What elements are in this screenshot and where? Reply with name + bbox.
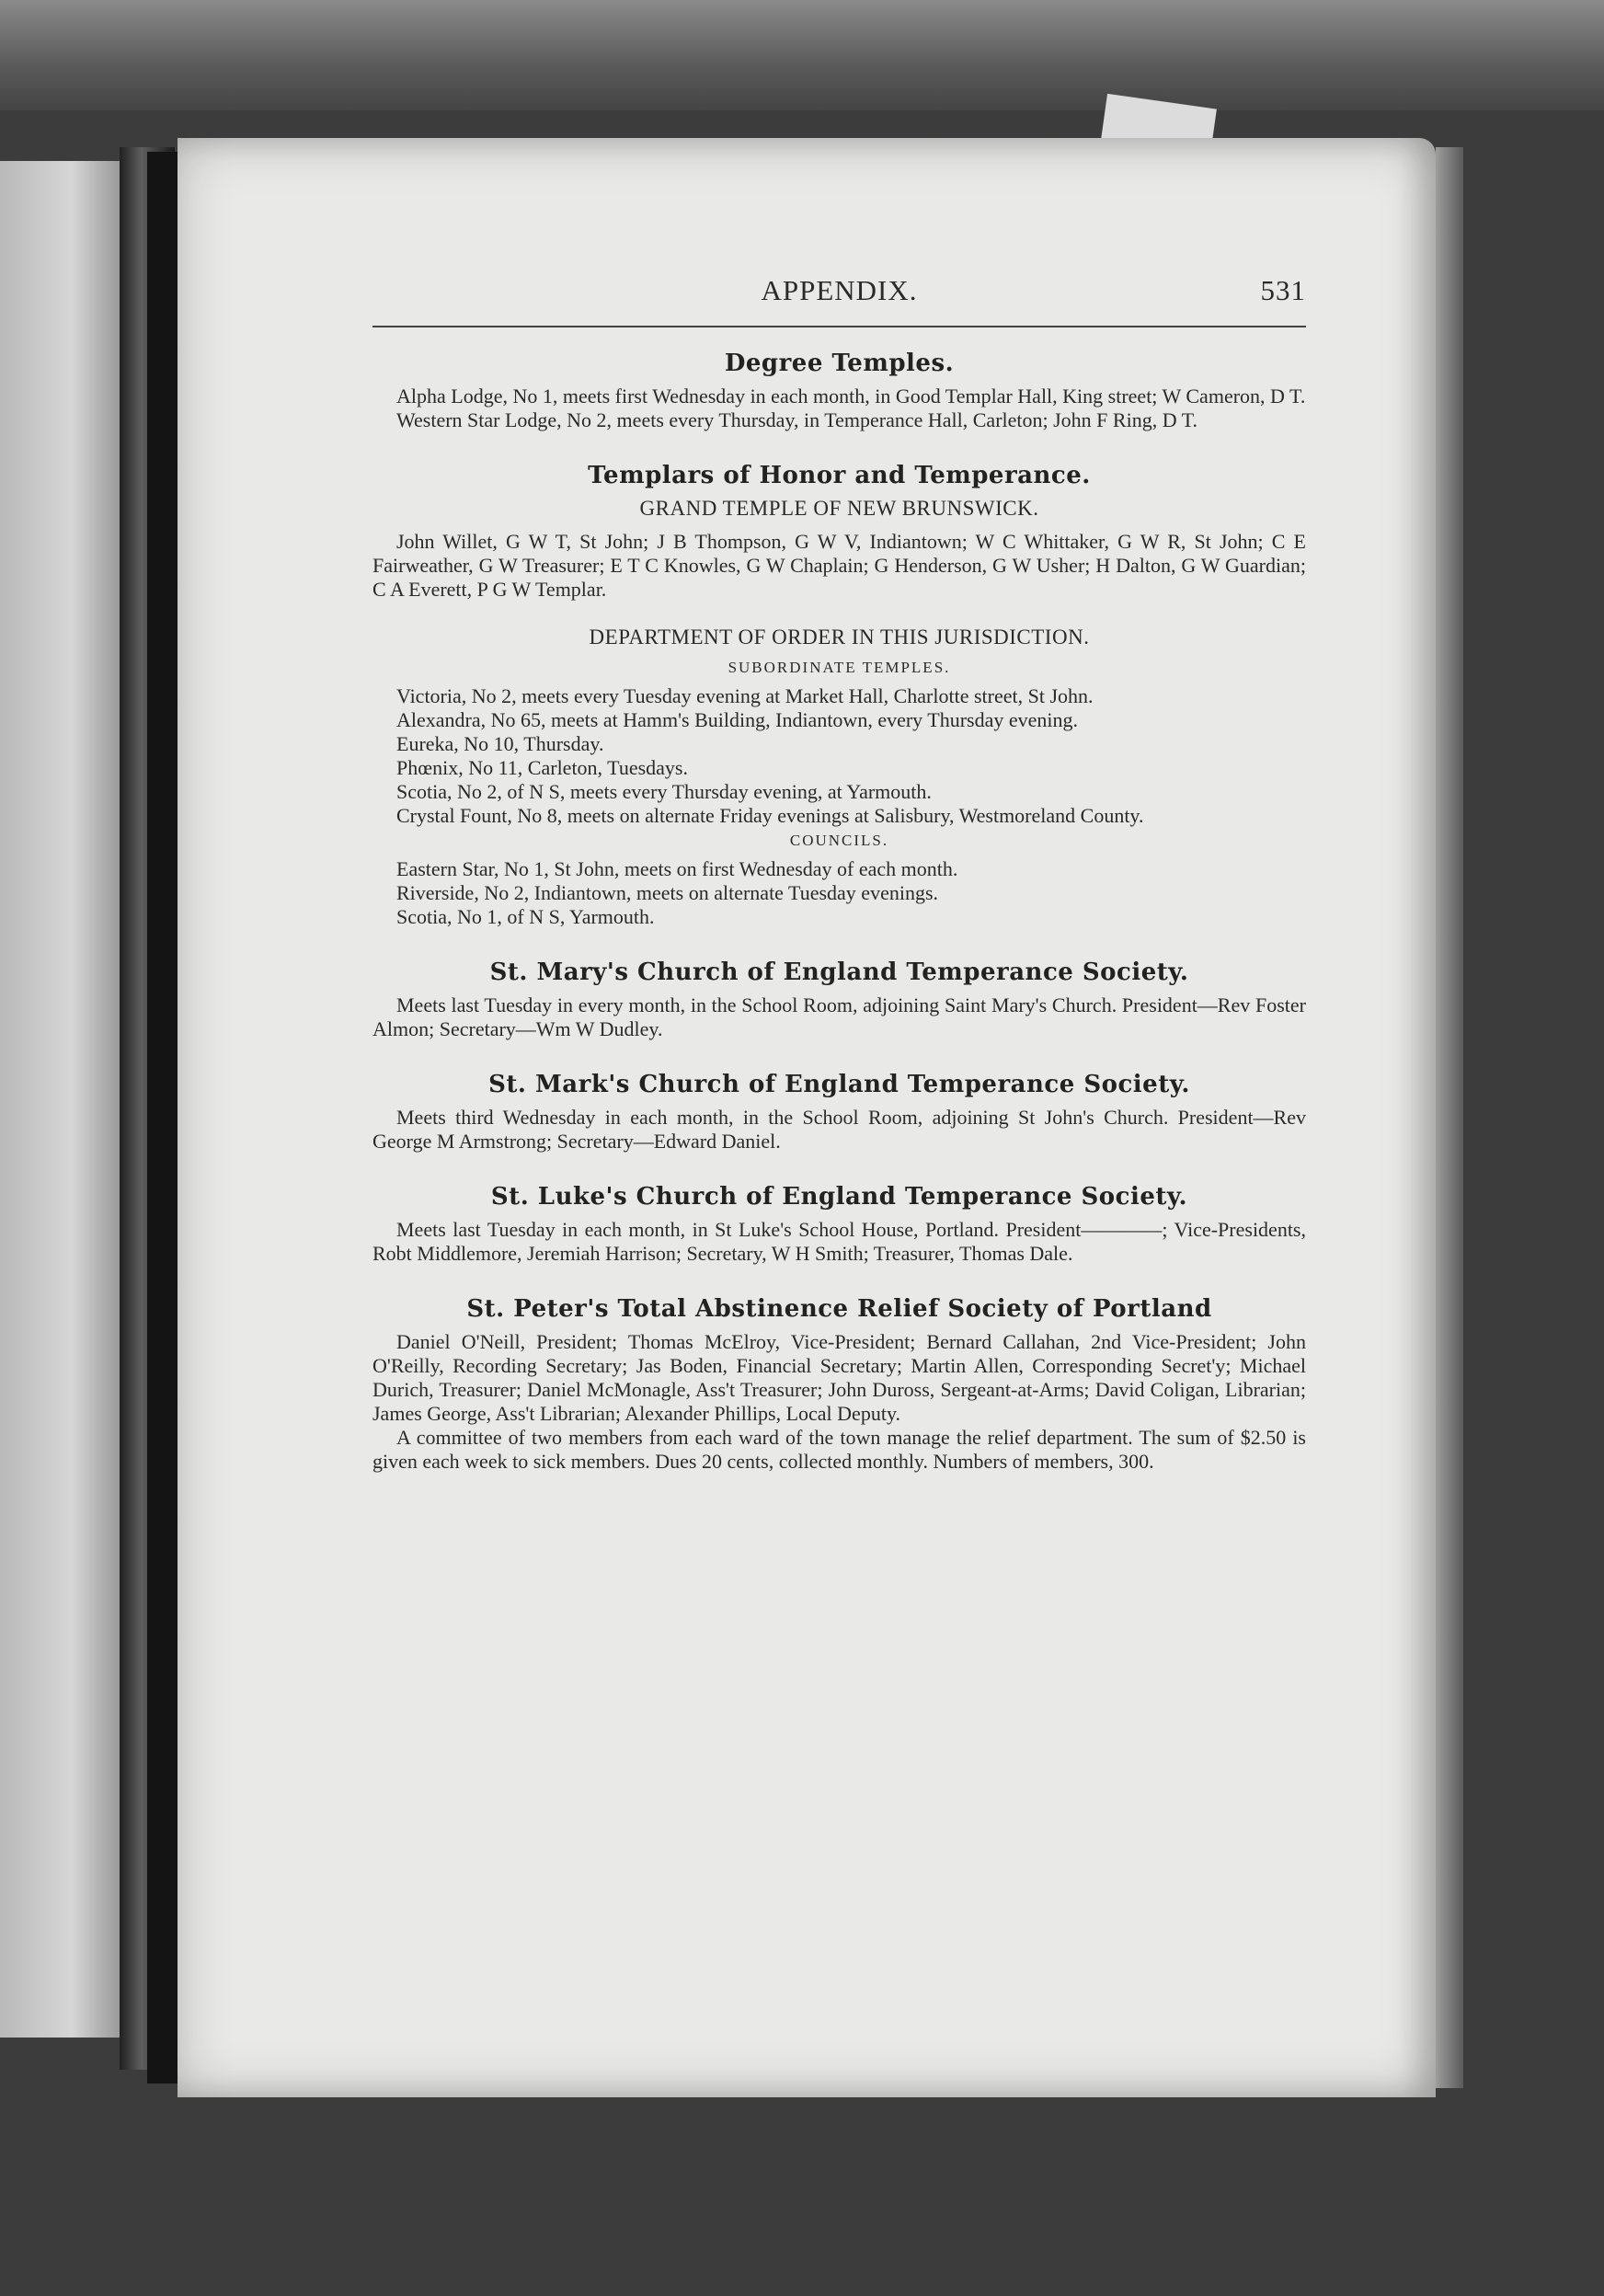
- paragraph: Alpha Lodge, No 1, meets first Wednesday in each month, in Good Templar Hall, King street; W Cameron, D T.: [396, 385, 1306, 408]
- list-item: Phœnix, No 11, Carleton, Tuesdays.: [396, 756, 688, 779]
- section-heading-st-marks: St. Mark's Church of England Temperance Society.: [488, 1071, 1190, 1098]
- page-number: 531: [1260, 274, 1306, 306]
- facing-page-edge: [0, 161, 120, 2038]
- paragraph: John Willet, G W T, St John; J B Thompson, G W V, Indiantown; W C Whittaker, G W R, St John; C E Fairweather, G W Treasurer; E T C Knowles, G W Chaplain; G Henderson, G W Usher; H Dalton, G W Guardian; C A Everett, P G W Templar.: [372, 530, 1306, 601]
- paragraph: Meets third Wednesday in each month, in the School Room, adjoining St John's Church. President—Rev George M Armstrong; Secretary—Edward Daniel.: [372, 1106, 1306, 1153]
- running-head: [372, 267, 1306, 318]
- list-item: Crystal Fount, No 8, meets on alternate Friday evenings at Salisbury, Westmoreland County.: [396, 804, 1144, 827]
- subheading-councils: COUNCILS.: [789, 832, 889, 849]
- section-heading-st-lukes: St. Luke's Church of England Temperance Society.: [490, 1183, 1188, 1211]
- paragraph: Daniel O'Neill, President; Thomas McElroy, Vice-President; Bernard Callahan, 2nd Vice-President; John O'Reilly, Recording Secretary; Jas Boden, Financial Secretary; Martin Allen, Corresponding Secret'y; Michael Durich, Treasurer; Daniel McMonagle, Ass't Treasurer; John Duross, Sergeant-at-Arms; David Coligan, Librarian; James George, Ass't Librarian; Alexander Phillips, Local Deputy.: [372, 1330, 1306, 1425]
- list-item: Riverside, No 2, Indiantown, meets on alternate Tuesday evenings.: [396, 881, 939, 904]
- list-item: Scotia, No 2, of N S, meets every Thursday evening, at Yarmouth.: [396, 780, 932, 803]
- list-item: Eureka, No 10, Thursday.: [396, 732, 604, 755]
- section-heading-templars-of-honor: Templars of Honor and Temperance.: [588, 462, 1091, 489]
- list-item: Victoria, No 2, meets every Tuesday evening at Market Hall, Charlotte street, St John.: [396, 684, 1094, 707]
- paragraph: A committee of two members from each ward of the town manage the relief department. The sum of $2.50 is given each week to sick members. Dues 20 cents, collected monthly. Numbers of members, 300.: [372, 1426, 1306, 1473]
- list-item: Eastern Star, No 1, St John, meets on first Wednesday of each month.: [396, 857, 958, 880]
- subheading-grand-temple: GRAND TEMPLE OF NEW BRUNSWICK.: [639, 497, 1039, 520]
- page-edge-shadow: [1436, 147, 1463, 2088]
- section-heading-st-peters: St. Peter's Total Abstinence Relief Society of Portland: [466, 1295, 1212, 1323]
- list-item: Scotia, No 1, of N S, Yarmouth.: [396, 905, 655, 928]
- section-heading-degree-temples: Degree Temples.: [724, 350, 955, 377]
- header-rule: [372, 326, 1306, 327]
- paragraph: Meets last Tuesday in every month, in the School Room, adjoining Saint Mary's Church. President—Rev Foster Almon; Secretary—Wm W Dudley.: [372, 993, 1306, 1040]
- page-content: [372, 267, 1306, 1474]
- subheading-subordinate-temples: SUBORDINATE TEMPLES.: [728, 659, 951, 676]
- scan-background: [0, 0, 1604, 110]
- list-item: Alexandra, No 65, meets at Hamm's Building, Indiantown, every Thursday evening.: [396, 708, 1079, 731]
- running-head-title: APPENDIX.: [761, 274, 918, 306]
- paragraph: Meets last Tuesday in each month, in St Luke's School House, Portland. President————; Vice-Presidents, Robt Middlemore, Jeremiah Harrison; Secretary, W H Smith; Treasurer, Thomas Dale.: [372, 1218, 1306, 1265]
- paragraph: Western Star Lodge, No 2, meets every Thursday, in Temperance Hall, Carleton; John F Ring, D T.: [396, 408, 1197, 431]
- subheading-department-of-order: DEPARTMENT OF ORDER IN THIS JURISDICTION.: [589, 626, 1090, 649]
- section-heading-st-marys: St. Mary's Church of England Temperance Society.: [489, 959, 1189, 986]
